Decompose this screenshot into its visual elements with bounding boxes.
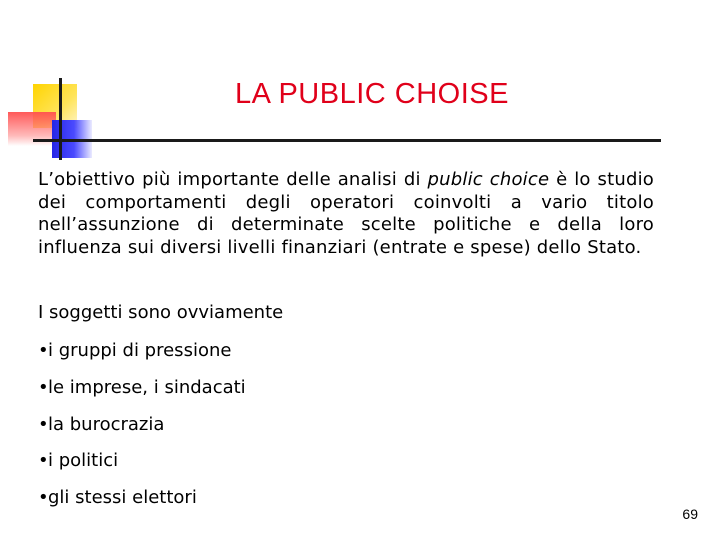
bullet-icon: • xyxy=(38,413,49,435)
bullet-icon: • xyxy=(38,450,49,472)
list-item xyxy=(38,377,638,414)
subjects-lead: I soggetti sono ovviamente xyxy=(38,302,284,323)
list-item-text: i politici xyxy=(48,450,119,472)
list-item xyxy=(38,487,638,524)
list-item xyxy=(38,340,638,377)
page-number: 69 xyxy=(682,506,698,522)
paragraph-text-start: L’obiettivo più importante delle analisi di xyxy=(38,169,428,190)
intro-paragraph xyxy=(38,169,654,259)
bullet-icon: • xyxy=(38,487,49,509)
list-item-text: gli stessi elettori xyxy=(48,487,197,509)
slide-title xyxy=(0,78,720,111)
paragraph-text-end: è lo studio dei comportamenti degli operatori coinvolti a vario titolo nell’assunzione di determinate scelte politiche e della loro influenza sui diversi livelli finanziari (entrate e spese) dello Stato. xyxy=(38,169,654,258)
list-item xyxy=(38,414,638,451)
bullet-icon: • xyxy=(38,376,49,398)
list-item-text: le imprese, i sindacati xyxy=(48,376,246,398)
list-item xyxy=(38,450,638,487)
list-item-text: la burocrazia xyxy=(48,413,165,435)
list-item-text: i gruppi di pressione xyxy=(48,340,232,361)
paragraph-italic-term: public choice xyxy=(427,169,550,190)
bullet-icon: • xyxy=(38,340,49,361)
slide-title-text: LA PUBLIC CHOISE xyxy=(235,78,509,110)
subjects-list xyxy=(38,340,638,524)
title-underline-rule xyxy=(33,139,661,142)
